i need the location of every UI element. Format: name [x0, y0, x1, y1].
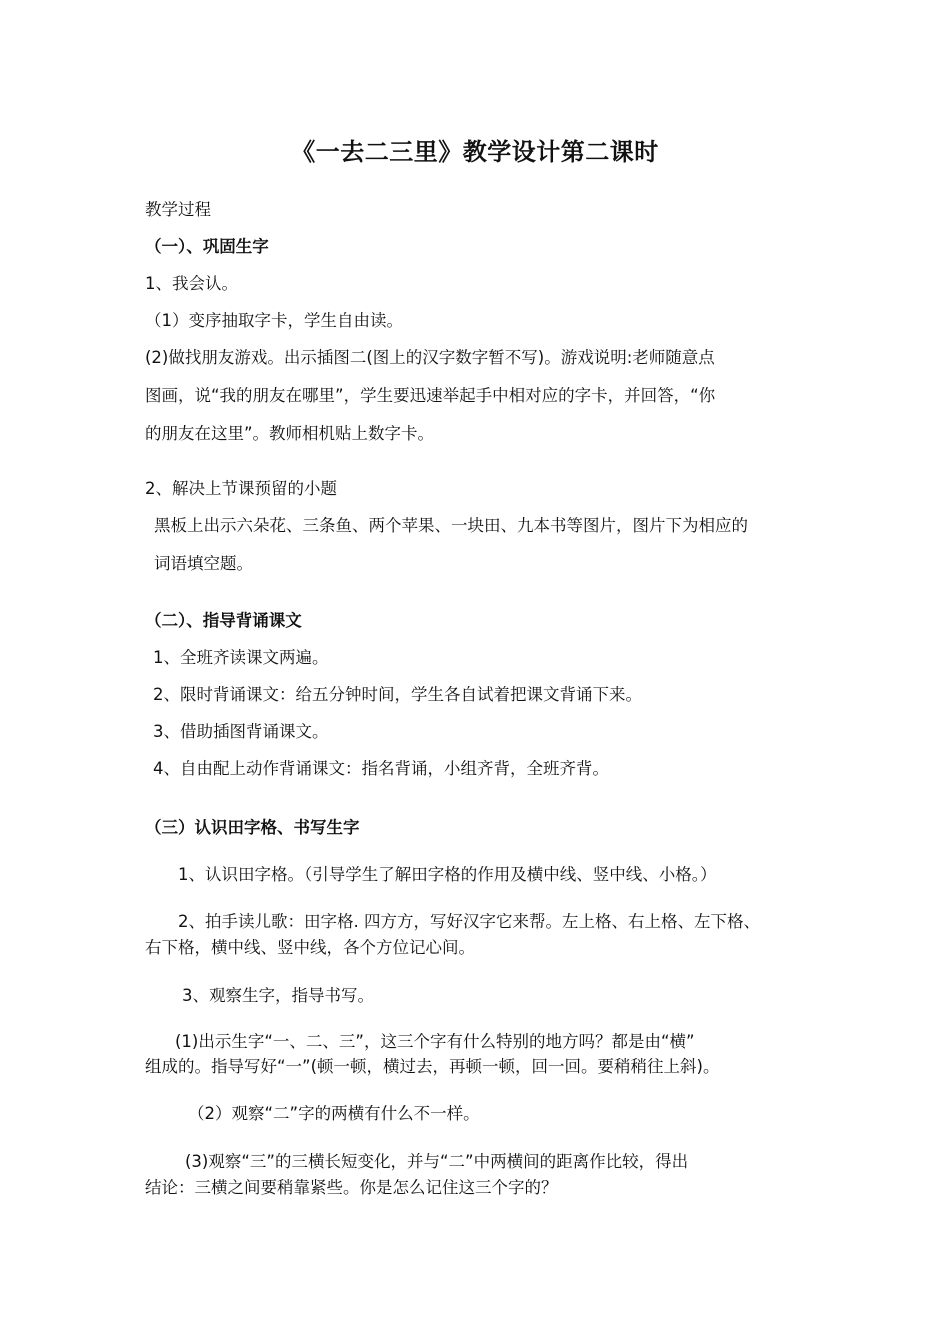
- section-2-item-1: 1、全班齐读课文两遍。: [153, 648, 329, 667]
- section-2-heading: （二）、指导背诵课文: [145, 611, 302, 630]
- intro-text: 教学过程: [145, 200, 211, 219]
- section-3-item-3-1-line-2: 组成的。指导写好“一”(顿一顿，横过去，再顿一顿，回一回。要稍稍往上斜)。: [145, 1057, 720, 1076]
- section-1-item-2-line-1: 黑板上出示六朵花、三条鱼、两个苹果、一块田、九本书等图片，图片下为相应的: [154, 516, 748, 535]
- section-2-item-2: 2、限时背诵课文：给五分钟时间，学生各自试着把课文背诵下来。: [153, 685, 642, 704]
- section-2-item-3: 3、借助插图背诵课文。: [153, 722, 329, 741]
- section-2-item-4: 4、自由配上动作背诵课文：指名背诵，小组齐背，全班齐背。: [153, 759, 609, 778]
- section-3-item-2-line-2: 右下格，横中线、竖中线，各个方位记心间。: [145, 938, 475, 957]
- section-3-item-3-3-line-1: (3)观察“三”的三横长短变化，并与“二”中两横间的距离作比较，得出: [185, 1152, 689, 1171]
- section-1-item-1: 1、我会认。: [145, 274, 238, 293]
- section-3-item-2-line-1: 2、拍手读儿歌：田字格. 四方方，写好汉字它来帮。左上格、右上格、左下格、: [178, 912, 760, 931]
- section-3-item-3: 3、观察生字，指导书写。: [182, 986, 374, 1005]
- section-1-item-1-2-line-2: 图画，说“我的朋友在哪里”，学生要迅速举起手中相对应的字卡，并回答，“你: [145, 386, 716, 405]
- section-1-item-1-1: （1）变序抽取字卡，学生自由读。: [145, 311, 403, 330]
- section-1-item-2-line-2: 词语填空题。: [154, 554, 253, 573]
- section-1-item-1-2-line-3: 的朋友在这里”。教师相机贴上数字卡。: [145, 424, 435, 443]
- section-1-item-2: 2、解决上节课预留的小题: [145, 479, 337, 498]
- section-3-item-1: 1、认识田字格。（引导学生了解田字格的作用及横中线、竖中线、小格。）: [178, 865, 717, 884]
- document-title: 《一去二三里》教学设计第二课时: [291, 138, 659, 166]
- section-3-item-3-1-line-1: (1)出示生字“一、二、三”，这三个字有什么特别的地方吗？都是由“横”: [175, 1032, 695, 1051]
- section-3-item-3-3-line-2: 结论：三横之间要稍靠紧些。你是怎么记住这三个字的？: [145, 1178, 558, 1197]
- section-3-item-3-2: （2）观察“二”字的两横有什么不一样。: [188, 1104, 480, 1123]
- section-3-heading: （三）认识田字格、书写生字: [145, 818, 360, 837]
- section-1-heading: （一）、巩固生字: [145, 237, 269, 256]
- section-1-item-1-2-line-1: (2)做找朋友游戏。出示插图二(图上的汉字数字暂不写)。游戏说明:老师随意点: [145, 348, 715, 367]
